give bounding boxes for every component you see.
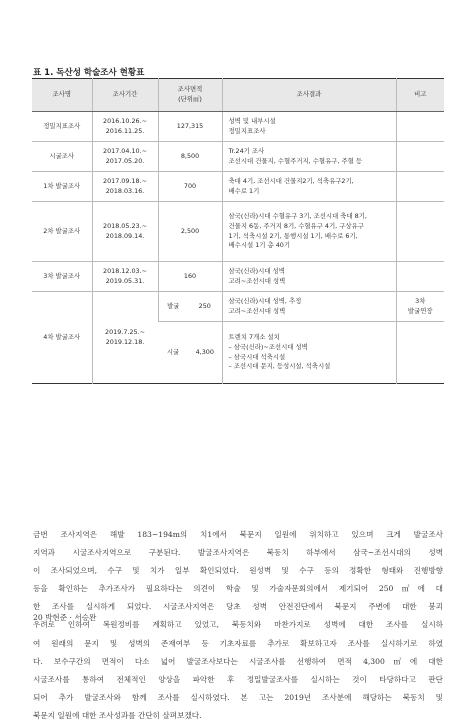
header-area: 조사면적 (단위㎡) [158, 79, 222, 112]
cell-note [396, 322, 444, 384]
paragraph-line: 이 조사되었으며, 수구 및 치가 일부 확인되었다. 원성벽 및 수구 등의 정확한 형태와 진행방향 [33, 566, 443, 576]
cell-area: 127,315 [158, 112, 222, 142]
cell-type: 시굴조사 [32, 142, 92, 172]
cell-type: 정밀지표조사 [32, 112, 92, 142]
cell-type: 4차 발굴조사 [32, 292, 92, 384]
paragraph-line: 금번 조사지역은 해발 183~194m의 치1에서 북문지 일원에 위치하고 있으며 크게 발굴조사 [33, 530, 443, 539]
page-footer: 20 박현준 · 서승완 [33, 613, 97, 622]
cell-area: 700 [158, 172, 222, 202]
cell-area: 2,500 [158, 202, 222, 262]
cell-result: 삼국(신라)시대 수혈유구 3기, 조선시대 축대 8기, 건물지 6동, 주거지 8기, 수혈유구 4기, 구상유구 1기, 석축시설 2기, 통행시설 1기, 배수로 6기, 배수시설 1기 총 40기 [222, 202, 396, 262]
cell-note [396, 172, 444, 202]
table-row [32, 292, 444, 322]
body-paragraph [33, 526, 443, 725]
cell-note: 3차 발굴연장 [396, 292, 444, 322]
header-period: 조사기간 [92, 79, 158, 112]
cell-type: 3차 발굴조사 [32, 262, 92, 292]
cell-sub-label: 시굴 [158, 322, 188, 384]
cell-period: 2018.05.23.~ 2018.09.14. [92, 202, 158, 262]
cell-note [396, 112, 444, 142]
table-row [32, 172, 444, 202]
table-row [32, 112, 444, 142]
cell-type: 1차 발굴조사 [32, 172, 92, 202]
cell-period: 2017.09.18.~ 2018.03.16. [92, 172, 158, 202]
cell-note [396, 142, 444, 172]
cell-result: 삼국(신라)시대 성벽 고려~조선시대 성벽 [222, 262, 396, 292]
cell-period: 2016.10.26.~ 2016.11.25. [92, 112, 158, 142]
paragraph-line: 북문지 일원에 대한 조사성과를 간단히 살펴보겠다. [33, 710, 202, 720]
header-type: 조사명 [32, 79, 92, 112]
paragraph-line: 여 원래의 문지 및 성벽의 존재여부 등 기초자료를 추가로 확보하고자 조사를 실시하기로 하였 [33, 638, 443, 648]
cell-note [396, 202, 444, 262]
table-row [32, 142, 444, 172]
cell-area: 250 [188, 292, 222, 322]
table-caption: 표 1. 독산성 학술조사 현황표 [33, 68, 145, 78]
paragraph-line: 한 조사를 실시하게 되었다. 시굴조사지역은 당초 성벽 안전진단에서 북문지 주변에 대한 붕괴 [33, 602, 443, 612]
cell-type: 2차 발굴조사 [32, 202, 92, 262]
table-row [32, 202, 444, 262]
header-note: 비고 [396, 79, 444, 112]
paragraph-line: 다. 보수구간의 면적이 다소 넓어 발굴조사보다는 시굴조사를 선행하여 면적 4,300㎡에 대한 [33, 656, 443, 666]
cell-result: 트렌치 7개소 설치 – 삼국(신라)~조선시대 성벽 – 삼국시대 석축시설 – 조선시대 문지, 등성시설, 석축시설 [222, 322, 396, 384]
cell-result: 축대 4기, 조선시대 건물지2기, 석축유구2기, 배수로 1기 [222, 172, 396, 202]
cell-note [396, 262, 444, 292]
cell-area: 8,500 [158, 142, 222, 172]
table-row [32, 262, 444, 292]
cell-period: 2018.12.03.~ 2019.05.31. [92, 262, 158, 292]
cell-period: 2019.7.25.~ 2019.12.18. [92, 292, 158, 384]
table-header-row [32, 79, 444, 112]
header-result: 조사결과 [222, 79, 396, 112]
survey-status-table [32, 78, 444, 384]
cell-result: 성벽 및 내부시설 정밀지표조사 [222, 112, 396, 142]
paragraph-line: 시굴조사를 통하여 전체적인 양상을 파악한 후 정밀발굴조사를 실시하는 것이 타당하다고 판단 [33, 674, 443, 684]
paragraph-line: 되어 추가 발굴조사와 함께 조사를 실시하였다. 본 고는 2019년 조사분에 해당하는 북동치 및 [33, 692, 443, 702]
paragraph-line: 우려로 인하여 복원정비를 계획하고 있었고, 북동치와 마찬가지로 성벽에 대한 조사를 실시하 [33, 620, 443, 630]
cell-area: 160 [158, 262, 222, 292]
cell-period: 2017.04.10.~ 2017.05.20. [92, 142, 158, 172]
cell-sub-label: 발굴 [158, 292, 188, 322]
cell-result: 삼국(신라)시대 성벽, 추정 고려~조선시대 성벽 [222, 292, 396, 322]
paragraph-line: 지역과 시굴조사지역으로 구분된다. 발굴조사지역은 북동치 하부에서 삼국~조선시대의 성벽 [33, 548, 443, 558]
paragraph-line: 등을 확인하는 추가조사가 필요하다는 의견이 학술 및 가술자문회의에서 제기되어 250㎡에 대 [33, 584, 443, 594]
cell-result: Tr.24기 조사 조선시대 건물지, 수혈주거지, 수혈유구, 주혈 등 [222, 142, 396, 172]
cell-area: 4,300 [188, 322, 222, 384]
